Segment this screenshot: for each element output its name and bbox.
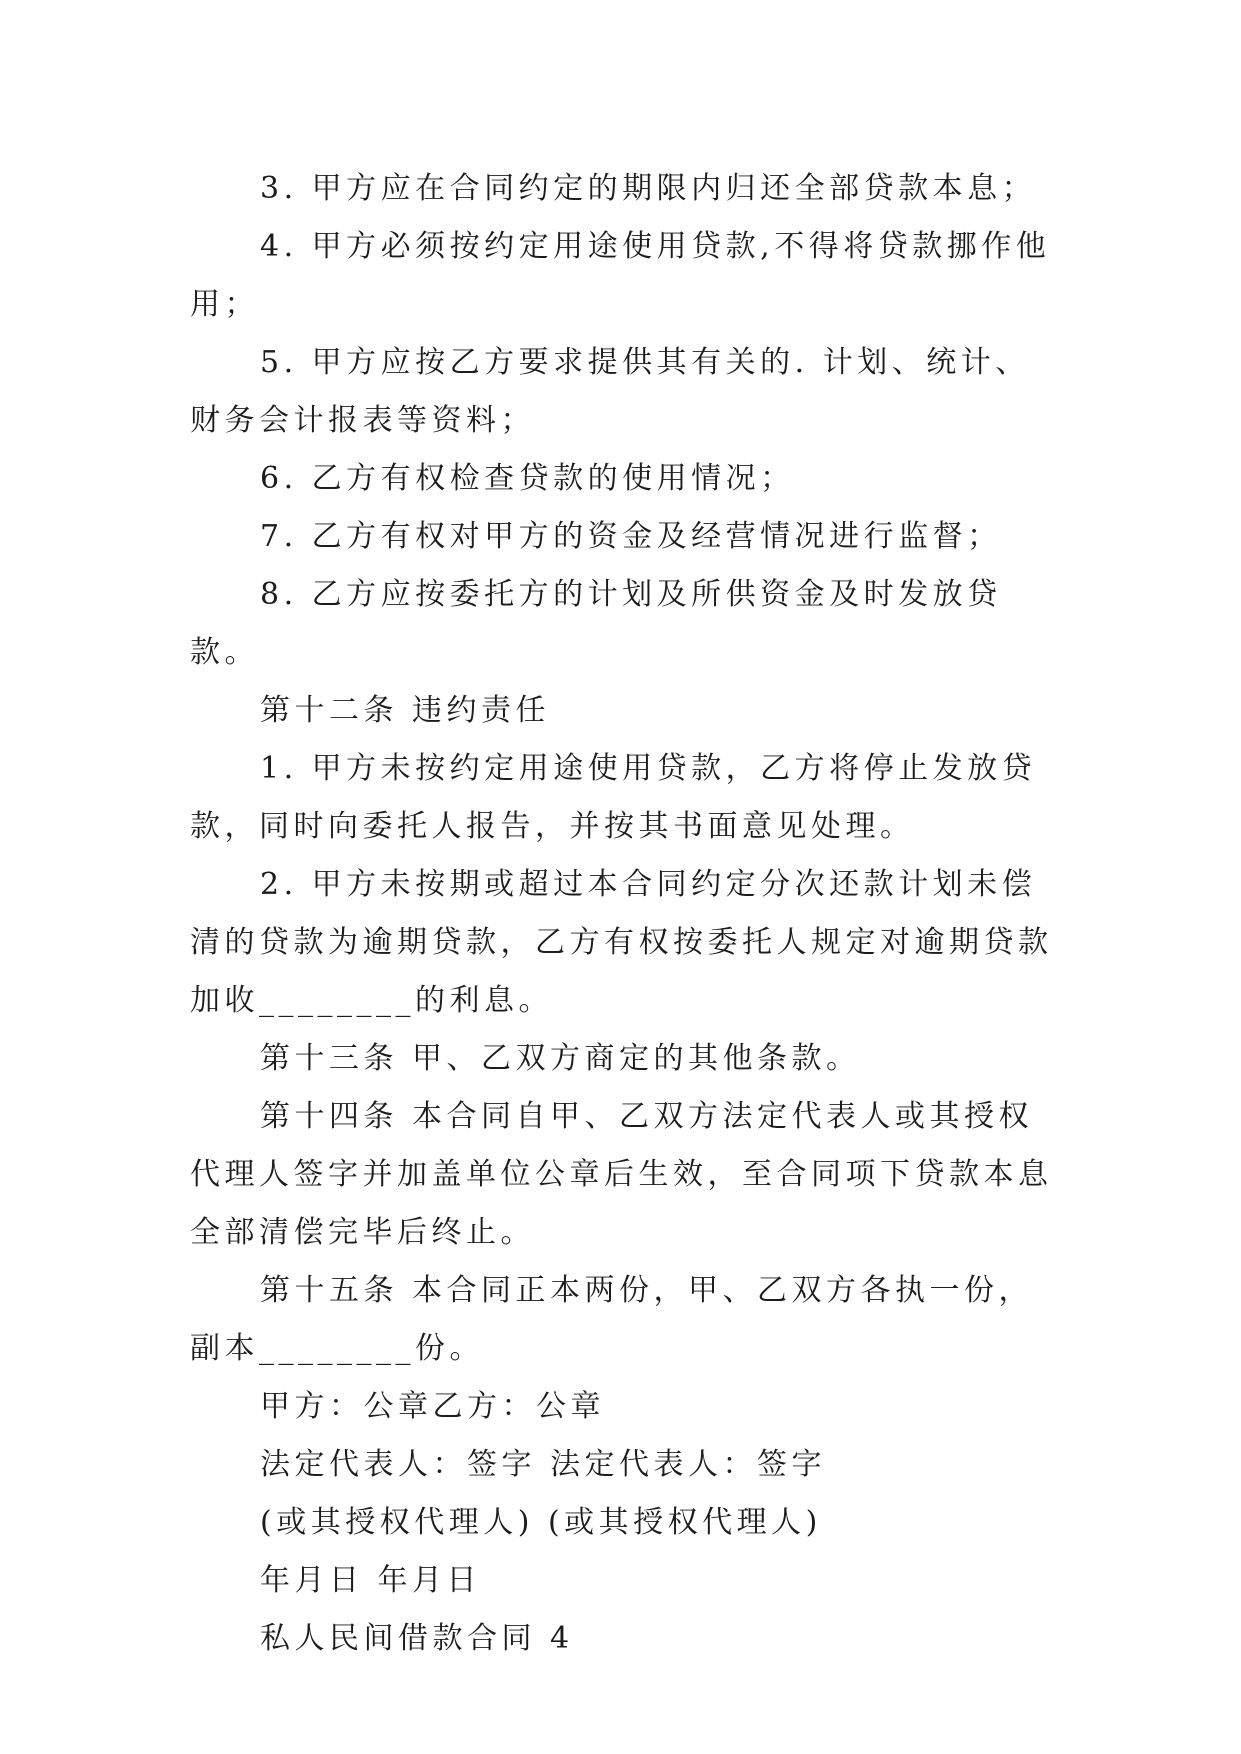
document-body	[190, 160, 1060, 1668]
clause-item-7: 7. 乙方有权对甲方的资金及经营情况进行监督；	[260, 519, 1002, 554]
clause-item-6: 6. 乙方有权检查贷款的使用情况；	[260, 461, 795, 496]
article-14: 第十四条 本合同自甲、乙双方法定代表人或其授权代理人签字并加盖单位公章后生效，至合同项下贷款本息全部清偿完毕后终止。	[190, 1099, 1053, 1250]
clause-item-3: 3. 甲方应在合同约定的期限内归还全部贷款本息；	[260, 171, 1037, 206]
clause-item-5: 5. 甲方应按乙方要求提供其有关的. 计划、统计、财务会计报表等资料；	[190, 345, 1030, 438]
breach-item-1: 1. 甲方未按约定用途使用贷款，乙方将停止发放贷款，同时向委托人报告，并按其书面意见处理。	[190, 751, 1037, 844]
authorized-agent-line: (或其授权代理人) (或其授权代理人)	[260, 1505, 822, 1540]
breach-item-2: 2. 甲方未按期或超过本合同约定分次还款计划未偿清的贷款为逾期贷款，乙方有权按委托人规定对逾期贷款加收________的利息。	[190, 867, 1053, 1018]
clause-item-4: 4. 甲方必须按约定用途使用贷款,不得将贷款挪作他用；	[190, 229, 1051, 322]
clause-item-8: 8. 乙方应按委托方的计划及所供资金及时发放贷款。	[190, 577, 1002, 670]
next-document-title: 私人民间借款合同 4	[260, 1621, 574, 1656]
date-line: 年月日 年月日	[260, 1563, 482, 1598]
party-seal-line: 甲方：公章乙方：公章	[260, 1389, 605, 1424]
article-13: 第十三条 甲、乙双方商定的其他条款。	[260, 1041, 861, 1076]
representative-signature-line: 法定代表人：签字 法定代表人：签字	[260, 1447, 827, 1482]
article-12-heading: 第十二条 违约责任	[260, 693, 551, 728]
article-15: 第十五条 本合同正本两份，甲、乙双方各执一份，副本________份。	[190, 1273, 1034, 1366]
